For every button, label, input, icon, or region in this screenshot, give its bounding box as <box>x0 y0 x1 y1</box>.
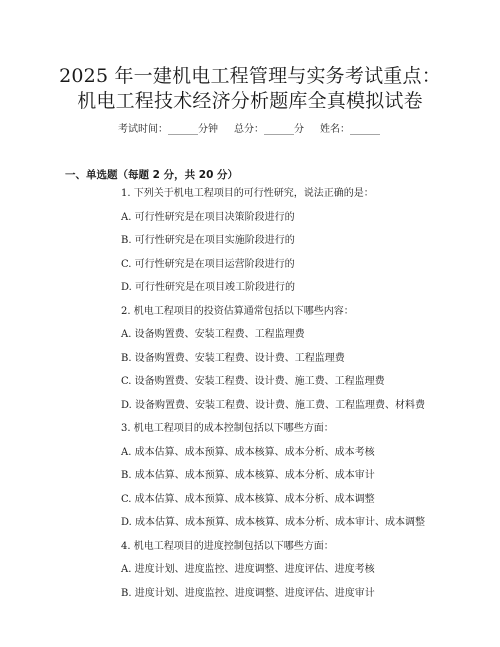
answer-option: A. 成本估算、成本预算、成本核算、成本分析、成本考核 <box>121 446 375 458</box>
answer-option: D. 设备购置费、安装工程费、设计费、施工费、工程监理费、材料费 <box>121 399 426 411</box>
answer-option: A. 进度计划、进度监控、进度调整、进度评估、进度考核 <box>121 564 375 575</box>
question-stem: 2. 机电工程项目的投资估算通常包括以下哪些内容： <box>121 305 354 317</box>
document-title-line-2: 机电工程技术经济分析题库全真模拟试卷 <box>77 90 423 112</box>
answer-option: A. 可行性研究是在项目决策阶段进行的 <box>121 211 295 223</box>
question-stem: 4. 机电工程项目的进度控制包括以下哪些方面： <box>121 540 334 552</box>
document-title-line-1: 2025 年一建机电工程管理与实务考试重点： <box>59 65 441 87</box>
total-score-field: 总分：______分 <box>234 124 304 135</box>
name-field: 姓名：______ <box>320 124 380 135</box>
question-stem: 3. 机电工程项目的成本控制包括以下哪些方面： <box>121 423 334 434</box>
exam-time-field: 考试时间：______分钟 <box>118 124 218 135</box>
answer-option: B. 进度计划、进度监控、进度调整、进度评估、进度审计 <box>121 587 375 599</box>
answer-option: B. 成本估算、成本预算、成本核算、成本分析、成本审计 <box>121 470 375 481</box>
answer-option: C. 可行性研究是在项目运营阶段进行的 <box>121 258 295 270</box>
answer-option: B. 可行性研究是在项目实施阶段进行的 <box>121 235 295 246</box>
answer-option: C. 成本估算、成本预算、成本核算、成本分析、成本调整 <box>121 493 375 505</box>
exam-meta-row <box>118 123 380 137</box>
answer-option: D. 可行性研究是在项目竣工阶段进行的 <box>121 282 296 293</box>
section-heading: 一、单选题（每题 2 分，共 20 分） <box>65 169 239 181</box>
answer-option: D. 成本估算、成本预算、成本核算、成本分析、成本审计、成本调整 <box>121 517 426 528</box>
answer-option: B. 设备购置费、安装工程费、设计费、工程监理费 <box>121 352 345 364</box>
answer-option: A. 设备购置费、安装工程费、工程监理费 <box>121 329 305 340</box>
question-stem: 1. 下列关于机电工程项目的可行性研究，说法正确的是： <box>121 188 374 199</box>
answer-option: C. 设备购置费、安装工程费、设计费、施工费、工程监理费 <box>121 376 385 387</box>
